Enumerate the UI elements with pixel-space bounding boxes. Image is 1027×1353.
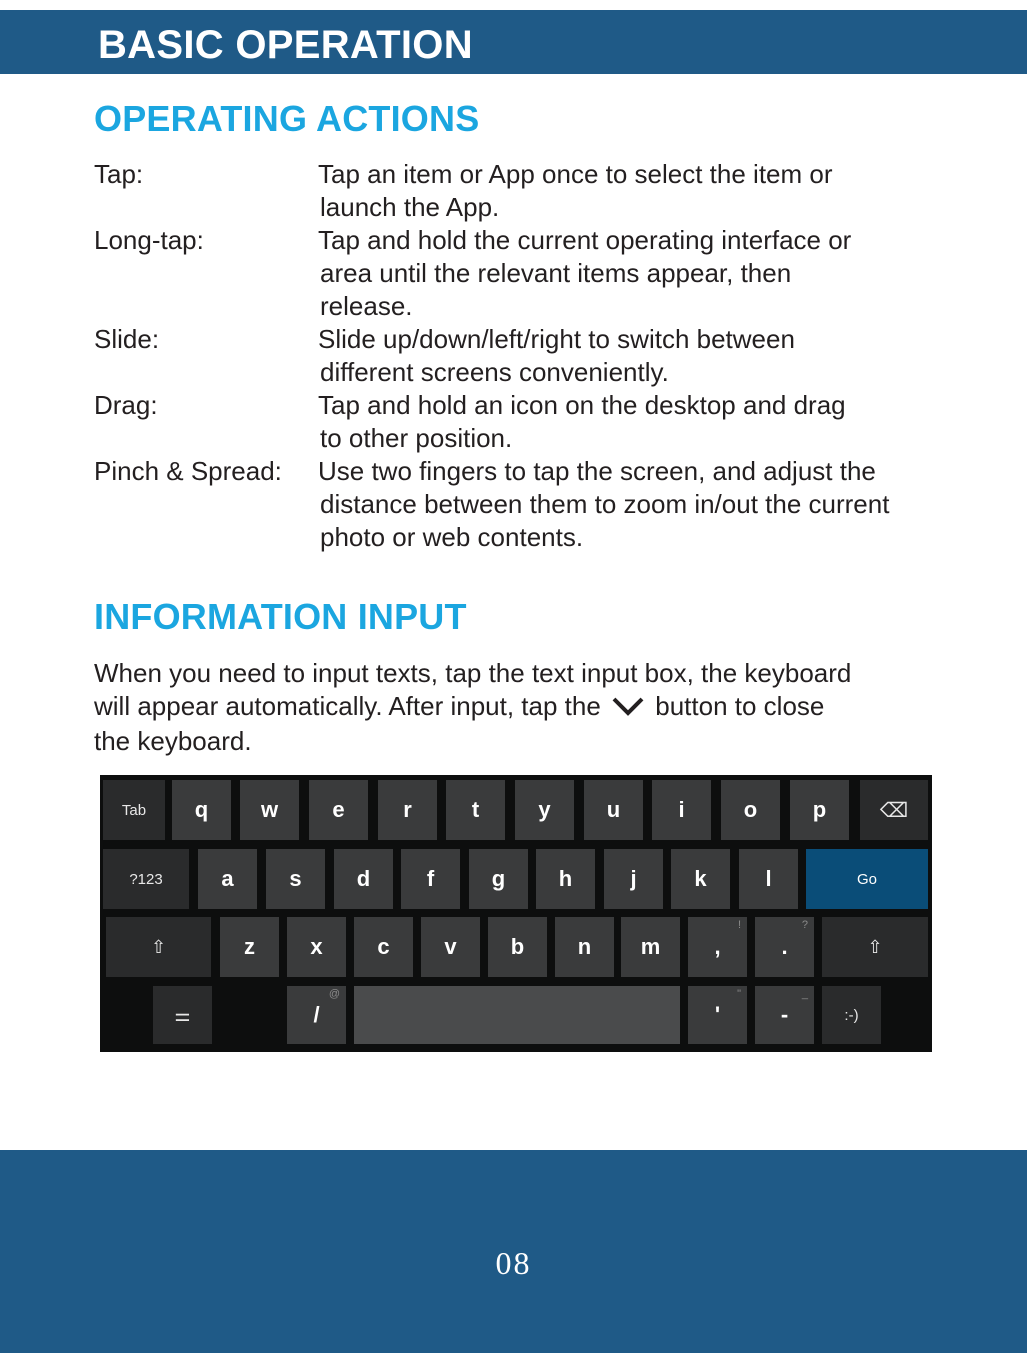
key-v: v (421, 917, 480, 977)
key-a: a (198, 849, 257, 909)
key-hint: " (737, 988, 741, 1000)
desc-line: Tap and hold an icon on the desktop and drag (318, 390, 846, 420)
desc-line: Tap an item or App once to select the item or (318, 159, 833, 189)
backspace-icon: ⌫ (860, 780, 928, 840)
key-f: f (401, 849, 460, 909)
key-l: l (739, 849, 798, 909)
term-drag: Drag: (94, 390, 158, 420)
key-s: s (266, 849, 325, 909)
shift-right-icon: ⇧ (822, 917, 928, 977)
key-tab: Tab (103, 780, 165, 840)
key-j: j (604, 849, 663, 909)
key-u: u (584, 780, 643, 840)
key-label: , (714, 934, 721, 959)
key-o: o (721, 780, 780, 840)
para-line: When you need to input texts, tap the text input box, the keyboard (94, 658, 852, 688)
key-b: b (488, 917, 547, 977)
key-k: k (671, 849, 730, 909)
page-number: 08 (495, 1245, 532, 1281)
term-long-tap: Long-tap: (94, 225, 204, 255)
key-h: h (536, 849, 595, 909)
desc-line: launch the App. (320, 192, 500, 222)
desc-line: Tap and hold the current operating interface or (318, 225, 852, 255)
key-dash (755, 986, 814, 1044)
key-slash (287, 986, 346, 1044)
key-period (755, 917, 814, 977)
information-input-title: INFORMATION INPUT (94, 596, 467, 637)
key-m: m (621, 917, 680, 977)
key-c: c (354, 917, 413, 977)
key-label: ' (714, 1002, 721, 1027)
operating-actions-title: OPERATING ACTIONS (94, 98, 480, 139)
key-t: t (446, 780, 505, 840)
key-r: r (378, 780, 437, 840)
key-space (354, 986, 680, 1044)
desc-line: Slide up/down/left/right to switch between (318, 324, 795, 354)
term-tap: Tap: (94, 159, 144, 189)
keyboard-image (100, 775, 932, 1052)
page-header-bar (0, 10, 1027, 74)
key-hint: @ (328, 988, 340, 1000)
key-hint: ! (737, 919, 741, 931)
key-label: / (313, 1002, 320, 1027)
desc-pinch-spread (318, 455, 958, 554)
page-header-title: BASIC OPERATION (98, 23, 473, 67)
key-hint: _ (801, 988, 808, 1000)
key-d: d (334, 849, 393, 909)
information-input-paragraph (94, 657, 954, 758)
desc-line: area until the relevant items appear, then (320, 258, 792, 288)
settings-icon: ⚌ (153, 986, 212, 1044)
key-e: e (309, 780, 368, 840)
desc-line: different screens conveniently. (320, 357, 669, 387)
key-label: . (781, 934, 788, 959)
key-z: z (220, 917, 279, 977)
key-apostrophe (688, 986, 747, 1044)
desc-long-tap (318, 224, 958, 323)
para-line (94, 690, 954, 725)
key-symbols: ?123 (103, 849, 189, 909)
desc-line: to other position. (320, 423, 513, 453)
term-slide: Slide: (94, 324, 160, 354)
desc-line: photo or web contents. (320, 522, 584, 552)
key-q: q (172, 780, 231, 840)
desc-line: Use two fingers to tap the screen, and adjust the (318, 456, 876, 486)
key-x: x (287, 917, 346, 977)
key-g: g (469, 849, 528, 909)
key-label: - (780, 1002, 789, 1027)
key-w: w (240, 780, 299, 840)
key-i: i (652, 780, 711, 840)
desc-drag (318, 389, 958, 455)
key-p: p (790, 780, 849, 840)
term-pinch-spread: Pinch & Spread: (94, 456, 282, 486)
key-n: n (555, 917, 614, 977)
para-text: will appear automatically. After input, tap the (94, 691, 601, 721)
key-y: y (515, 780, 574, 840)
key-comma (688, 917, 747, 977)
key-smiley: :-) (822, 986, 881, 1044)
key-go: Go (806, 849, 928, 909)
desc-slide (318, 323, 958, 389)
shift-left-icon: ⇧ (106, 917, 211, 977)
chevron-down-icon (608, 692, 648, 725)
desc-tap (318, 158, 958, 224)
desc-line: distance between them to zoom in/out the current (320, 489, 890, 519)
para-text: button to close (655, 691, 825, 721)
desc-line: release. (320, 291, 413, 321)
para-line: the keyboard. (94, 725, 252, 756)
key-hint: ? (801, 919, 808, 931)
